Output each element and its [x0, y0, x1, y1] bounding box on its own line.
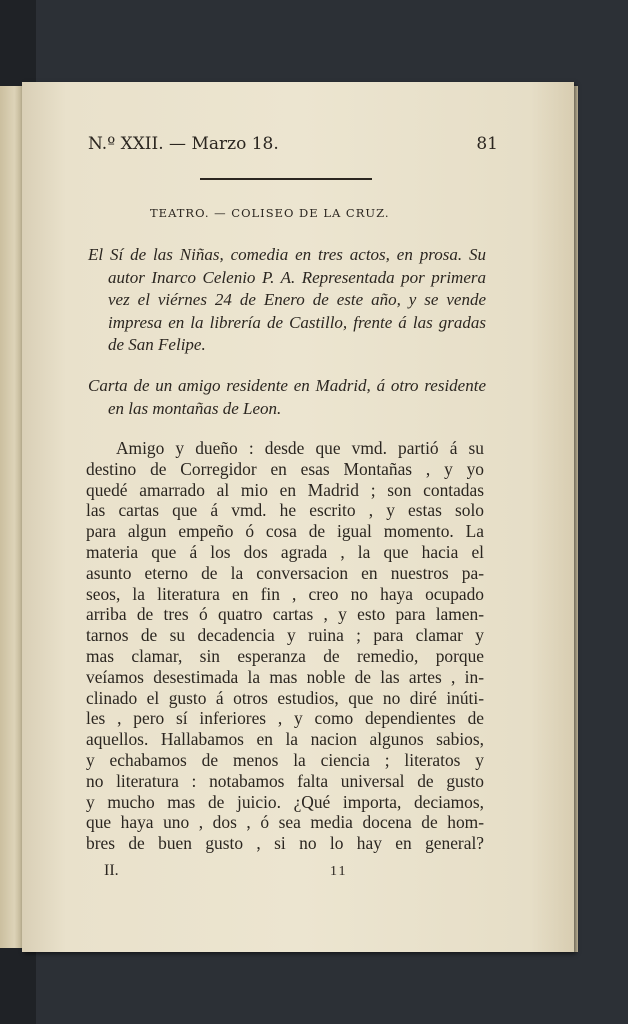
issue-number: N.º XXII.	[88, 134, 164, 154]
letter-title	[88, 374, 486, 420]
body-line: tarnos de su decadencia y ruina ; para clamar y	[86, 625, 484, 646]
book-page	[22, 82, 574, 952]
page-right-edge	[574, 86, 578, 952]
body-line: las cartas que á vmd. he escrito , y estas solo	[86, 500, 484, 521]
body-line: seos, la literatura en fin , creo no haya ocupado	[86, 583, 484, 604]
body-line: que haya uno , dos , ó sea media docena de hom-	[86, 812, 484, 833]
body-line: clinado el gusto á otros estudios, que no diré inúti-	[86, 687, 484, 708]
body-line: y mucho mas de juicio. ¿Qué importa, deciamos,	[86, 791, 484, 812]
theatre-notice	[88, 244, 486, 357]
body-line: veíamos desestimada la mas noble de las artes , in-	[86, 666, 484, 687]
body-line: materia que á los dos agrada , la que hacia el	[86, 541, 484, 562]
section-heading: TEATRO. — COLISEO DE LA CRUZ.	[150, 206, 390, 220]
letter-body	[86, 438, 484, 854]
body-line: aquellos. Hallabamos en la nacion algunos sabios,	[86, 729, 484, 750]
body-line: bres de buen gusto , si no lo hay en general?	[86, 833, 484, 854]
body-line: Amigo y dueño : desde que vmd. partió á su	[116, 438, 484, 458]
signature-mark: II.	[104, 862, 119, 879]
body-line: arriba de tres ó quatro cartas , y esto para lamen-	[86, 604, 484, 625]
body-line: mas clamar, sin esperanza de remedio, porque	[86, 645, 484, 666]
header-rule	[200, 178, 372, 180]
body-line: les , pero sí inferiores , y como dependientes de	[86, 708, 484, 729]
body-line: y echabamos de menos la ciencia ; literatos y	[86, 749, 484, 770]
issue-date: — Marzo 18.	[169, 134, 279, 154]
body-line: destino de Corregidor en esas Montañas , y yo	[86, 458, 484, 479]
notice-text: El Sí de las Niñas, comedia en tres actos, en prosa. Su autor Inarco Celenio P. A. Representada por primera vez el viérnes 24 de Enero de este año, y se vende impresa en la librería de Castillo, frente á las gradas de San Felipe.	[88, 245, 486, 354]
body-line: para algun empeño ó cosa de igual momento. La	[86, 521, 484, 542]
issue-and-date	[88, 134, 279, 154]
letter-title-text: Carta de un amigo residente en Madrid, á otro residente en las montañas de Leon.	[88, 376, 486, 418]
body-line: no literatura : notabamos falta universal de gusto	[86, 770, 484, 791]
body-line: asunto eterno de la conversacion en nuestros pa-	[86, 562, 484, 583]
catchword: 11	[330, 864, 348, 879]
body-line: quedé amarrado al mio en Madrid ; son contadas	[86, 479, 484, 500]
page-number: 81	[476, 134, 498, 154]
